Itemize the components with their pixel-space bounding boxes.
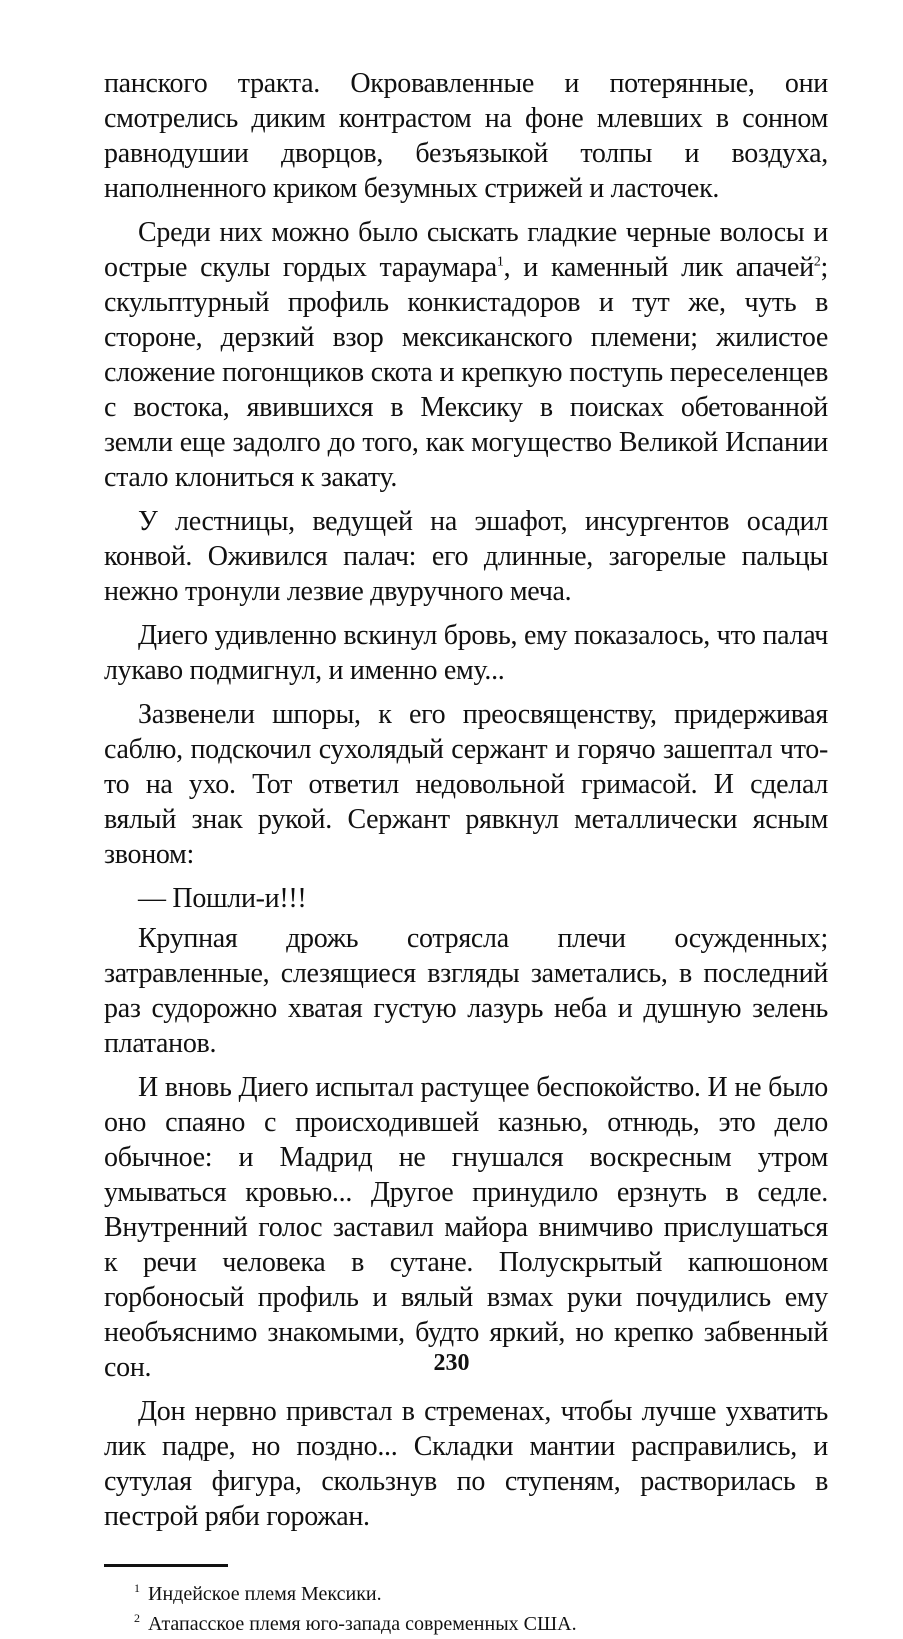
paragraph-2-text-a: Среди них можно было сыскать гладкие черные волосы и острые скулы гордых тараумара: [104, 217, 828, 283]
footnote-marker-2: 2: [134, 1611, 140, 1626]
paragraph-5: Зазвенели шпоры, к его преосвященству, придерживая саблю, подскочил сухолядый сержант и горячо зашептал что-то на ухо. Тот ответил недовольной гримасой. И сделал вялый знак рукой. Сержант рявкнул металлически ясным звоном:: [104, 699, 828, 870]
paragraph-2-text-b: , и каменный лик апачей: [503, 252, 814, 283]
footnote-ref-2: 2: [813, 254, 821, 270]
footnote-text-1: Индейское племя Мексики.: [148, 1583, 382, 1605]
paragraph-2: [104, 215, 828, 495]
footnote-1: [104, 1579, 828, 1609]
paragraph-9: Дон нервно привстал в стременах, чтобы лучше ухватить лик падре, но поздно... Складки мантии расправились, и сутулая фигура, скользнув по ступеням, растворилась в пестрой ряби горожан.: [104, 1396, 828, 1532]
paragraph-2-text-c: ; скульптурный профиль конкистадоров и тут же, чуть в стороне, дерзкий взор мексиканского племени; жилистое сложение погонщиков скота и крепкую поступь переселенцев с востока, явившихся в Мексику в поисках обетованной земли еще задолго до того, как могущество Великой Испании стало клониться к закату.: [104, 252, 828, 493]
footnote-divider: [104, 1564, 228, 1567]
body-text: [104, 66, 828, 1534]
dialogue-line: — Пошли-и!!!: [138, 883, 307, 914]
paragraph-1: панского тракта. Окровавленные и потерянные, они смотрелись диким контрастом на фоне млевших в сонном равнодушии дворцов, безъязыкой толпы и воздуха, наполненного криком безумных стрижей и ласточек.: [104, 68, 828, 204]
page-content: [104, 66, 828, 1639]
paragraph-3: У лестницы, ведущей на эшафот, инсургентов осадил конвой. Оживился палач: его длинные, загорелые пальцы нежно тронули лезвие двуручного меча.: [104, 506, 828, 607]
footnote-ref-1: 1: [496, 254, 504, 270]
paragraph-7: Крупная дрожь сотрясла плечи осужденных; затравленные, слезящиеся взгляды заметались, в последний раз судорожно хватая густую лазурь неба и душную зелень платанов.: [104, 923, 828, 1059]
paragraph-4: Диего удивленно вскинул бровь, ему показалось, что палач лукаво подмигнул, и именно ему...: [104, 620, 828, 686]
page-number: 230: [433, 1350, 470, 1376]
paragraph-8: И вновь Диего испытал растущее беспокойство. И не было оно спаяно с происходившей казнью, отнюдь, это дело обычное: и Мадрид не гнушался воскресным утром умываться кровью... Другое принудило ерзнуть в седле. Внутренний голос заставил майора внимчиво прислушаться к речи человека в сутане. Полускрытый капюшоном горбоносый профиль и вялый взмах руки почудились ему необъяснимо знакомыми, будто яркий, но крепко забвенный сон.: [104, 1072, 828, 1383]
footnote-marker-1: 1: [134, 1581, 140, 1596]
footnote-2: [104, 1609, 828, 1639]
footnotes: [104, 1579, 828, 1639]
footnote-text-2: Атапасское племя юго-запада современных США.: [148, 1613, 577, 1635]
